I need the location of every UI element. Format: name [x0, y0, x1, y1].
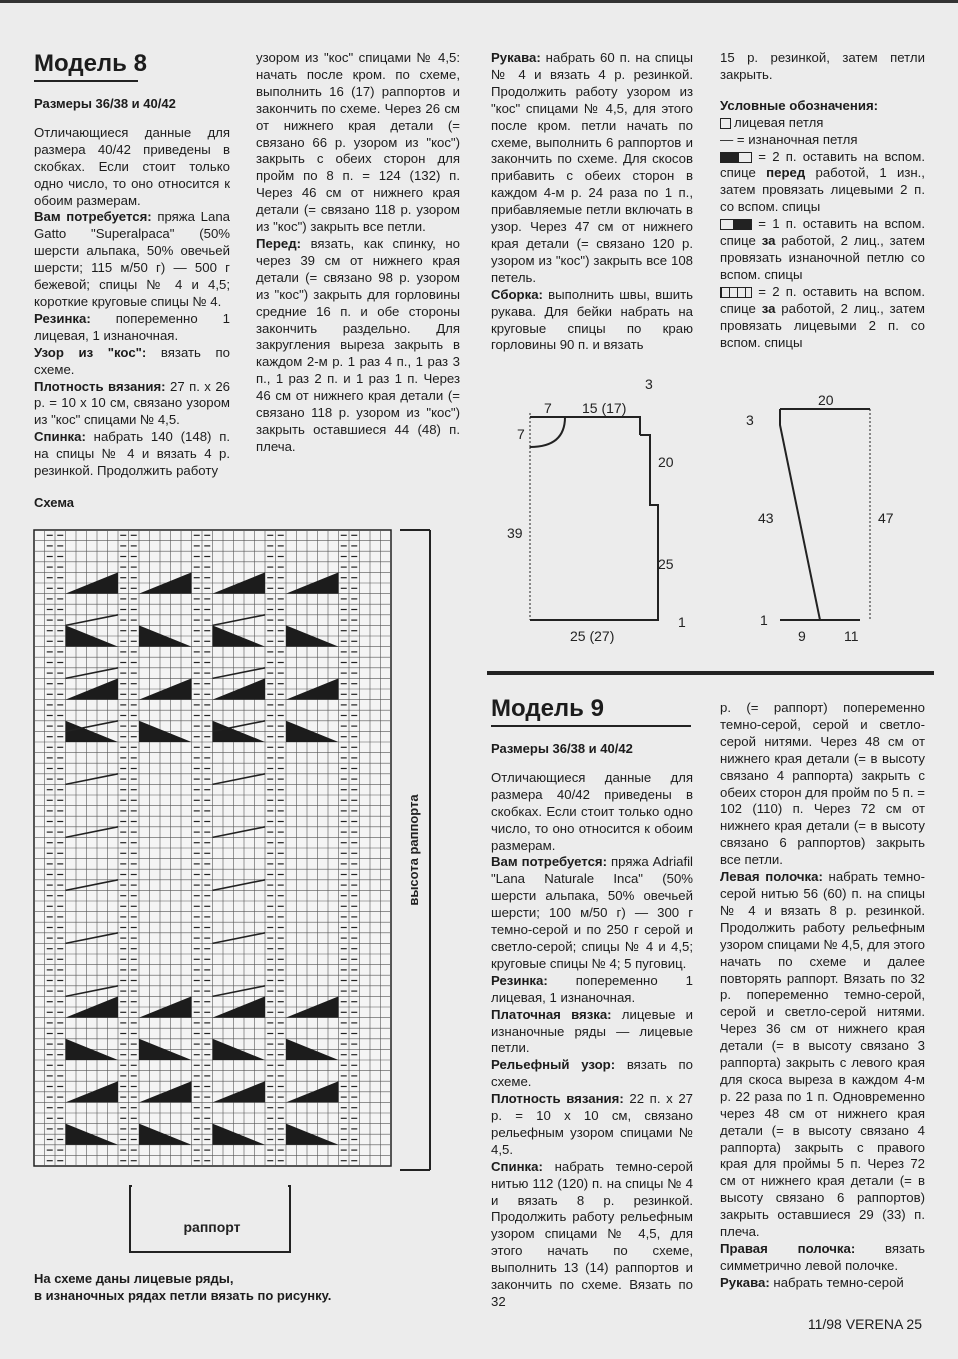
legend-cross-front: = 2 п. оставить на вспом. спице перед работой, 1 изн., затем провязать лицевыми 2 п. со вспом. спицы — [720, 148, 925, 215]
cross-front-symbol-icon — [720, 152, 752, 163]
rapport-height-label: высота раппорта — [406, 794, 421, 906]
dim-11: 11 — [844, 628, 859, 644]
model9-sleeves: Рукава: набрать темно-серой — [720, 1274, 904, 1290]
model8-sizes: Размеры 36/38 и 40/42 — [34, 96, 176, 111]
legend-purl: — = изнаночная петля — [720, 131, 858, 147]
dim-7-side: 7 — [517, 426, 525, 442]
rapport-label: раппорт — [183, 1219, 241, 1235]
dim-9: 9 — [798, 628, 806, 644]
dim-47: 47 — [878, 510, 894, 526]
model8-gauge: Плотность вязания: 27 п. х 26 р. = 10 х 10 см, связано узором из "кос" спицами № 4,5. — [34, 378, 230, 428]
dim-1: 1 — [760, 612, 768, 628]
model8-column-3 — [491, 50, 693, 354]
cross-back-knit-symbol-icon — [720, 287, 752, 298]
dim-15: 15 (17) — [582, 400, 627, 416]
model9-sizes: Размеры 36/38 и 40/42 — [491, 741, 633, 756]
dim-20: 20 — [818, 392, 834, 408]
model8-rib: Резинка: попеременно 1 лицевая, 1 изнаночная. — [34, 310, 230, 343]
legend-title: Условные обозначения: — [720, 97, 879, 113]
model9-gauge: Плотность вязания: 22 п. х 27 р. = 10 х 10 см, связано рельефным узором спицами № 4,5. — [491, 1091, 694, 1157]
dim-7-top: 7 — [544, 400, 552, 416]
legend-cross-back-knit: = 2 п. оставить на вспом. спице за работой, 2 лиц., затем провязать лицевыми 2 п. со вспом. спицы — [720, 283, 925, 350]
model9-column-1 — [491, 695, 693, 1311]
model9-stockinette: Платочная вязка: лицевые и изнаночные ряды — лицевые петли. — [491, 1006, 693, 1056]
title-underline — [491, 725, 691, 727]
model9-column-2 — [720, 700, 925, 1292]
knitting-chart — [30, 520, 460, 1280]
model8-materials: Вам потребуется: пряжа Lana Gatto "Superalpaca" (50% шерсти альпака, 50% овечьей шерсти; 115 м/50 г) — 500 г бежевой; спицы № 4 и 4,5; короткие круговые спицы № 4. — [34, 209, 230, 309]
dim-25-bottom: 25 (27) — [570, 628, 615, 644]
model9-back-continued: р. (= раппорт) попеременно темно-серой, серой и светло-серой нитями. Через 48 см от нижнего края детали (= в высоту связано 4 раппорта) закрыть с обеих сторон для пройм по 5 п. = 102 (110) п. Через 72 см от нижнего края детали (= в высоту связано 6 раппортов) закрыть все петли. — [720, 700, 925, 868]
model9-right-front: Правая полочка: вязать симметрично левой полочке. — [720, 1241, 925, 1273]
model8-assembly-continued: 15 р. резинкой, затем петли закрыть. — [720, 50, 925, 82]
model8-intro: Отличающиеся данные для размера 40/42 приведены в скобках. Если стоит только одно число, то оно относится к обоим размерам. — [34, 124, 230, 208]
model8-sleeve: Рукава: набрать 60 п. на спицы № 4 и вязать 4 р. резинкой. Продолжить работу узором из "кос" спицами № 4,5, для этого после кром. петли начать по схеме, выполнить 6 раппортов и закончить по схеме. Для скосов прибавить с обеих сторон в каждом 4-м р. 24 раза по 1 п., прибавляемые петли включать в узор. Через 47 см от нижнего края детали (= связано 120 р. узором из "кос") закрыть все 108 петель. — [491, 50, 693, 285]
legend-knit: лицевая петля — [720, 115, 925, 132]
model8-title: Модель 8 — [34, 50, 147, 77]
chart-note: На схеме даны лицевые ряды, в изнаночных рядах петли вязать по рисунку. — [34, 1271, 332, 1303]
model9-rib: Резинка: попеременно 1 лицевая, 1 изнаночная. — [491, 972, 693, 1005]
model8-column-4 — [720, 50, 925, 351]
model8-front: Перед: вязать, как спинку, но через 39 см от нижнего края детали (= связано 98 р. узором из "кос") закрыть для горловины средние 16 п. и обе стороны закончить раздельно. Для закругления выреза закрыть в каждом 2-м р. 1 раз 4 п., 1 раз 3 п., 1 раз 2 п. и 1 раз 1 п. Через 46 см от нижнего края детали (= связано 118 р. узором из "кос") закрыть оставшиеся 44 (48) п. плеча. — [256, 235, 460, 454]
model9-left-front: Левая полочка: набрать темно-серой нитью 56 (60) п. на спицы № 4 и вязать 8 р. резинкой. Продолжить работу рельефным узором спицами № 4,5, для этого начать по схеме и далее повторять раппорт. Вязать по 32 р. попеременно темно-серой, серой и светло-серой нитями. Через 36 см от нижнего края детали (= в высоту связано 3 раппорта) закрыть с левого края для скоса выреза в каждом 4-м р. 22 раза по 1 п. Одновременно через 48 см от нижнего края детали (= в высоту связано 4 раппорта) закрыть с правого края для проймы 5 п. Через 72 см от нижнего края детали (= в высоту связано 6 раппортов) закрыть оставшиеся 29 (33) п. плеча. — [720, 869, 925, 1240]
title-underline — [34, 80, 138, 82]
model9-title: Модель 9 — [491, 695, 604, 722]
model8-cable: Узор из "кос": вязать по схеме. — [34, 344, 230, 377]
model8-back-continued: узором из "кос" спицами № 4,5: начать после кром. по схеме, выполнить 16 (17) раппортов и закончить по схеме. Через 26 см от нижнего края детали (= связано 66 р. узором из "кос") закрыть с обеих сторон для пройм по 8 п. = 124 (132) п. Через 46 см от нижнего края детали (= связано 118 р. узором из "кос") закрыть все петли. — [256, 50, 460, 235]
model9-intro: Отличающиеся данные для размера 40/42 приведены в скобках. Если стоит только одно число, то оно относится к обоим размерам. — [491, 769, 693, 853]
dim-20: 20 — [658, 454, 674, 470]
section-divider — [487, 671, 934, 675]
model9-materials: Вам потребуется: пряжа Adriafil "Lana Naturale Inca" (50% шерсти альпака, 50% овечьей шерсти; 100 м/50 г) — 300 г темно-серой и по 250 г серой и светло-серой; спицы № 4 и 4,5; круговые спицы № 4; 5 пуговиц. — [491, 854, 693, 971]
top-rule — [0, 0, 958, 3]
cross-back-purl-symbol-icon — [720, 219, 752, 230]
dim-3: 3 — [746, 412, 754, 428]
model8-assembly: Сборка: выполнить швы, вшить рукава. Для бейки набрать на круговые спицы по краю горловины 90 п. и вязать — [491, 286, 693, 353]
dim-43: 43 — [758, 510, 774, 526]
dim-25-side: 25 — [658, 556, 674, 572]
model8-column-1 — [34, 50, 230, 480]
sleeve-pattern-diagram — [740, 385, 930, 645]
page-footer: 11/98 VERENA 25 — [807, 1316, 922, 1332]
model9-relief: Рельефный узор: вязать по схеме. — [491, 1057, 693, 1090]
model9-back: Спинка: набрать темно-серой нитью 112 (120) п. на спицы № 4 и вязать 8 р. резинкой. Продолжить работу рельефным узором спицами № 4,5, для этого начать по схеме, выполнить 13 (14) раппортов и закончить по схеме. Вязать по 32 — [491, 1158, 693, 1309]
knit-symbol-icon — [720, 118, 731, 129]
model8-back: Спинка: набрать 140 (148) п. на спицы № 4 и вязать 4 р. резинкой. Продолжить работу — [34, 429, 230, 479]
chart-title: Схема — [34, 495, 75, 510]
dim-39: 39 — [507, 525, 523, 541]
body-pattern-diagram — [500, 375, 720, 644]
dim-3: 3 — [645, 376, 653, 392]
dim-1: 1 — [678, 614, 686, 630]
model8-column-2 — [256, 50, 460, 456]
legend-cross-back-purl: = 1 п. оставить на вспом. спице за работой, 2 лиц., затем провязать изнаночной петлю со вспом. спицы — [720, 216, 925, 282]
